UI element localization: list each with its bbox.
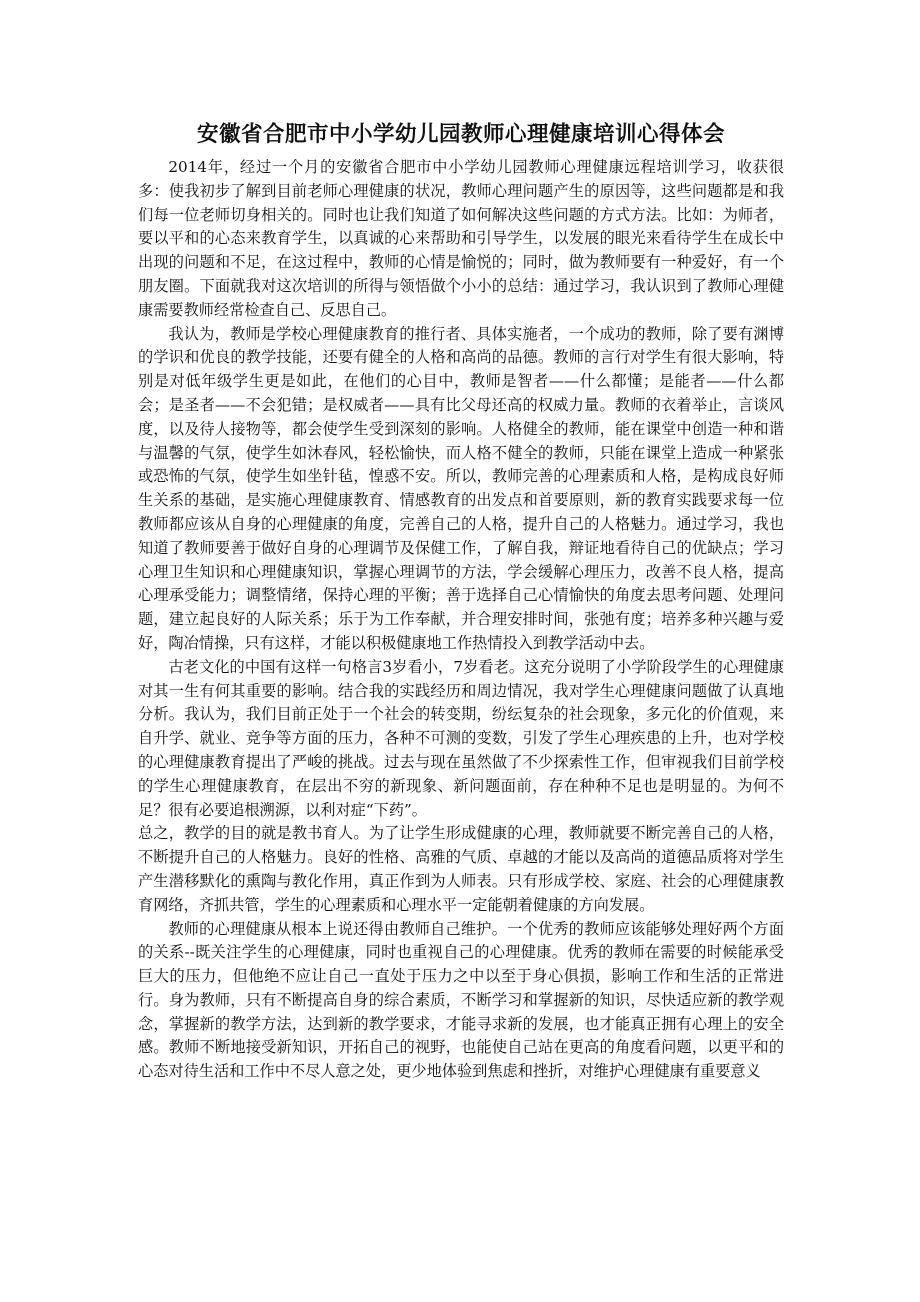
paragraph-3: 古老文化的中国有这样一句格言3岁看小，7岁看老。这充分说明了小学阶段学生的心理健康对其一生有何其重要的影响。结合我的实践经历和周边情况，我对学生心理健康问题做了认真地分析。我认为，我们目前正处于一个社会的转变期，纷纭复杂的社会现象，多元化的价值观，来自升学、就业、竞争等方面的压力，各种不可测的变数，引发了学生心理疾患的上升，也对学校的心理健康教育提出了严峻的挑战。过去与现在虽然做了不少探索性工作，但审视我们目前学校的学生心理健康教育，在层出不穷的新现象、新问题面前，存在种种不足也是明显的。为何不足？很有必要追根溯源，以利对症“下药”。	[138, 657, 784, 819]
document-title: 安徽省合肥市中小学幼儿园教师心理健康培训心得体会	[196, 122, 725, 147]
document-page	[138, 118, 784, 1084]
paragraph-4: 总之，教学的目的就是教书育人。为了让学生形成健康的心理，教师就要不断完善自己的人格，不断提升自己的人格魅力。良好的性格、高雅的气质、卓越的才能以及高尚的道德品质将对学生产生潜移默化的熏陶与教化作用，真正作到为人师表。只有形成学校、家庭、社会的心理健康教育网络，齐抓共管，学生的心理素质和心理水平一定能朝着健康的方向发展。	[138, 824, 784, 914]
paragraph-5: 教师的心理健康从根本上说还得由教师自己维护。一个优秀的教师应该能够处理好两个方面的关系--既关注学生的心理健康，同时也重视自己的心理健康。优秀的教师在需要的时候能承受巨大的压力，但他绝不应让自己一直处于压力之中以至于身心俱损，影响工作和生活的正常进行。身为教师，只有不断提高自身的综合素质，不断学习和掌握新的知识，尽快适应新的教学观念，掌握新的教学方法，达到新的教学要求，才能寻求新的发展，也才能真正拥有心理上的安全感。教师不断地接受新知识，开拓自己的视野，也能使自己站在更高的角度看问题，以更平和的心态对待生活和工作中不尽人意之处，更少地体验到焦虑和挫折，对维护心理健康有重要意义	[138, 919, 784, 1081]
paragraph-1: 2014年，经过一个月的安徽省合肥市中小学幼儿园教师心理健康远程培训学习，收获很多：使我初步了解到目前老师心理健康的状况，教师心理问题产生的原因等，这些问题都是和我们每一位老师切身相关的。同时也让我们知道了如何解决这些问题的方式方法。比如：为师者，要以平和的心态来教育学生，以真诚的心来帮助和引导学生，以发展的眼光来看待学生在成长中出现的问题和不足，在这过程中，教师的心情是愉悦的；同时，做为教师要有一种爱好，有一个朋友圈。下面就我对这次培训的所得与领悟做个小小的总结：通过学习，我认识到了教师心理健康需要教师经常检查自己、反思自己。	[138, 158, 784, 319]
paragraph-2: 我认为，教师是学校心理健康教育的推行者、具体实施者，一个成功的教师，除了要有渊博的学识和优良的教学技能，还要有健全的人格和高尚的品德。教师的言行对学生有很大影响，特别是对低年级学生更是如此，在他们的心目中，教师是智者——什么都懂；是能者——什么都会；是圣者——不会犯错；是权威者——具有比父母还高的权威力量。教师的衣着举止，言谈风度，以及待人接物等，都会使学生受到深刻的影响。人格健全的教师，能在课堂中创造一种和谐与温馨的气氛，使学生如沐春风，轻松愉快，而人格不健全的教师，只能在课堂上造成一种紧张或恐怖的气氛，使学生如坐针毡，惶惑不安。所以，教师完善的心理素质和人格，是构成良好师生关系的基础，是实施心理健康教育、情感教育的出发点和首要原则，新的教育实践要求每一位教师都应该从自身的心理健康的角度，完善自己的人格，提升自己的人格魅力。通过学习，我也知道了教师要善于做好自身的心理调节及保健工作，了解自我，辩证地看待自己的优缺点；学习心理卫生知识和心理健康知识，掌握心理调节的方法，学会缓解心理压力，改善不良人格，提高心理承受能力；调整情绪，保持心理的平衡；善于选择自己心情愉快的角度去思考问题、处理问题，建立起良好的人际关系；乐于为工作奉献，并合理安排时间，张弛有度；培养多种兴趣与爱好，陶冶情操，只有这样，才能以积极健康地工作热情投入到教学活动中去。	[138, 324, 784, 652]
